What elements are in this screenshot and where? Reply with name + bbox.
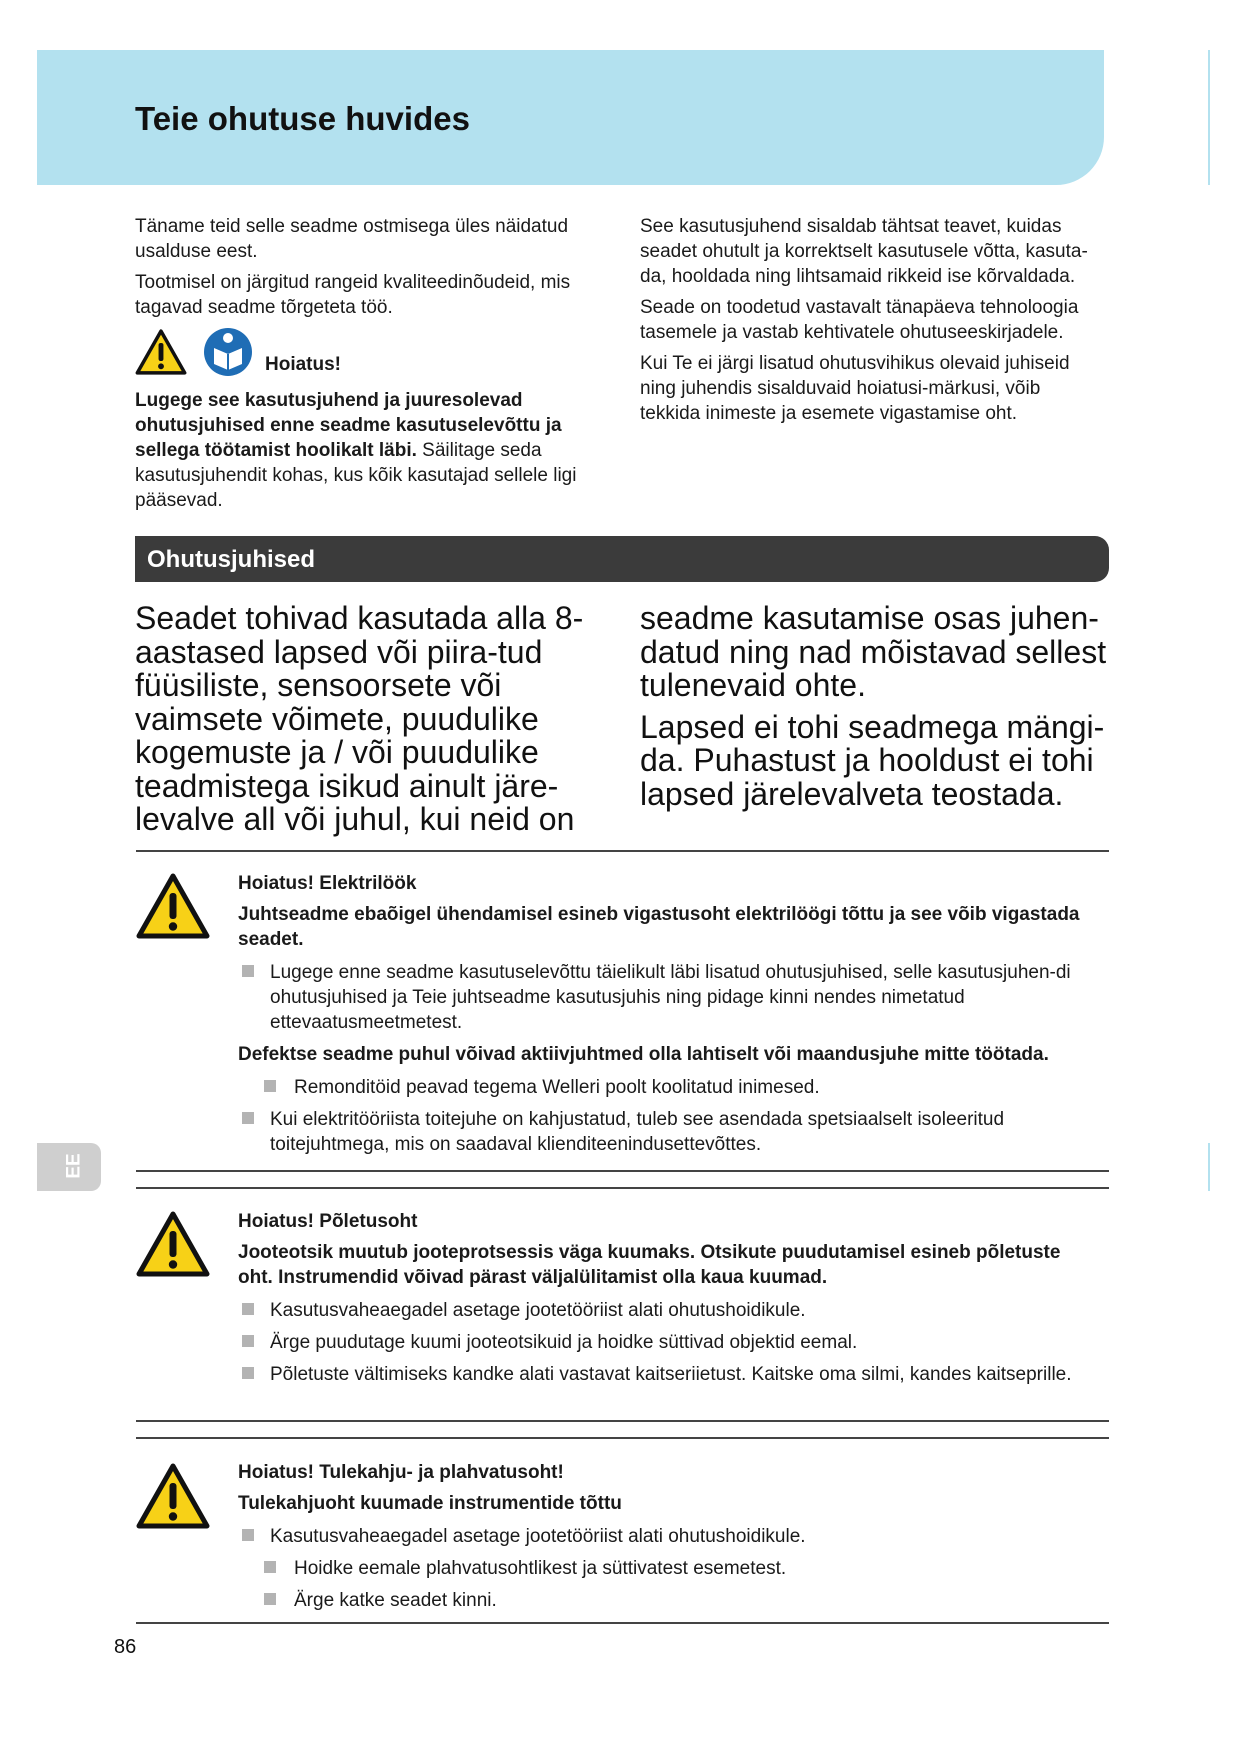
intro-paragraph: See kasutusjuhend sisaldab tähtsat teavet, kuidas seadet ohutult ja korrektselt kasutusele võtta, kasuta-da, hooldada ning lihtsamaid rikkeid ise kõrvaldada. (640, 216, 1088, 287)
warning-subtitle: Tulekahjuoht kuumade instrumentide tõttu (238, 1493, 622, 1514)
language-tab (37, 1143, 101, 1191)
warning-electric-block (238, 871, 1098, 1164)
warning-subtitle: Juhtseadme ebaõigel ühendamisel esineb vigastusoht elektrilöögi tõttu ja see võib vigastada seadet. (238, 904, 1080, 950)
warning-burn-block (238, 1209, 1098, 1394)
warning-bullet: Ärge puudutage kuumi jooteotsikuid ja hoidke süttivad objektid eemal. (238, 1330, 1098, 1355)
edge-marker-top (1208, 50, 1210, 185)
intro-paragraph: Täname teid selle seadme ostmisega üles näidatud usalduse eest. (135, 216, 569, 262)
warning-bullet: Kui elektritööriista toitejuhe on kahjustatud, tuleb see asendada spetsiaalselt isoleeritud toitejuhtmega, mis on saadaval klienditeenindusettevõttes. (238, 1107, 1098, 1157)
warning-title: Hoiatus! Elektrilöök (238, 873, 417, 894)
divider (136, 1170, 1109, 1172)
page-title: Teie ohutuse huvides (135, 100, 470, 137)
warning-bullet: Remonditöid peavad tegema Welleri poolt koolitatud inimesed. (238, 1075, 1098, 1100)
warning-triangle-icon (135, 329, 187, 375)
intro-right-column (640, 214, 1102, 432)
warning-bullet: Hoidke eemale plahvatusohtlikest ja süttivatest esemetest. (238, 1556, 1098, 1581)
language-code: EE (63, 1153, 85, 1179)
intro-left-column (135, 214, 613, 519)
warning-fire-block (238, 1460, 1098, 1620)
divider (136, 1437, 1109, 1439)
intro-warning-bold: Lugege see kasutusjuhend ja juuresolevad ohutusjuhised enne seadme kasutuselevõttu ja sellega töötamist hoolikalt läbi. (135, 390, 562, 461)
intro-warning-row (135, 326, 613, 378)
section-header-bar (135, 536, 1109, 582)
big-text-left (135, 602, 607, 845)
divider (136, 1420, 1109, 1422)
warning-bullet: Kasutusvaheaegadel asetage jootetööriist alati ohutushoidikule. (238, 1524, 1098, 1549)
warning-label: Hoiatus! (265, 353, 341, 375)
divider (136, 1622, 1109, 1624)
intro-warning-normal: Säilitage seda kasutusjuhendit kohas, kus kõik kasutajad sellele ligi pääsevad. (135, 440, 577, 511)
big-paragraph: Seadet tohivad kasutada alla 8-aastased lapsed või piira-tud füüsiliste, sensoorsete või vaimsete võimete, puudulike kogemuste ja / või puudulike teadmistega isikud ainult järe-levalve all või juhul, kui neid on (135, 600, 584, 837)
intro-paragraph: Kui Te ei järgi lisatud ohutusvihikus olevaid juhiseid ning juhendis sisalduvaid hoiatusi-märkusi, võib tekkida inimeste ja esemete vigastamise oht. (640, 353, 1070, 424)
warning-bullet: Lugege enne seadme kasutuselevõttu täielikult läbi lisatud ohutusjuhised, selle kasutusjuhen-di ohutusjuhised ja Teie juhtseadme kasutusjuhis ning pidage kinni nendes nimetatud ettevaatusmeetmetest. (238, 960, 1098, 1035)
warning-subtitle: Defektse seadme puhul võivad aktiivjuhtmed olla lahtiselt või maandusjuhe mitte töötada. (238, 1044, 1049, 1065)
warning-subtitle: Jooteotsik muutub jooteprotsessis väga kuumaks. Otsikute puudutamisel esineb põletuste oht. Instrumendid võivad pärast väljalülitamist olla kaua kuumad. (238, 1242, 1061, 1288)
warning-title: Hoiatus! Tulekahju- ja plahvatusoht! (238, 1462, 564, 1483)
page-number: 86 (114, 1636, 137, 1658)
warning-bullet: Kasutusvaheaegadel asetage jootetööriist alati ohutushoidikule. (238, 1298, 1098, 1323)
intro-paragraph: Tootmisel on järgitud rangeid kvaliteedinõudeid, mis tagavad seadme tõrgeteta töö. (135, 272, 571, 318)
warning-title: Hoiatus! Põletusoht (238, 1211, 418, 1232)
divider (136, 850, 1109, 852)
big-paragraph: Lapsed ei tohi seadmega mängi-da. Puhastust ja hooldust ei tohi lapsed järelevalveta teostada. (640, 708, 1105, 812)
edge-marker-mid (1208, 1143, 1210, 1191)
section-title: Ohutusjuhised (147, 546, 315, 573)
divider (136, 1187, 1109, 1189)
big-text-right (640, 602, 1110, 819)
read-manual-icon (203, 327, 253, 377)
warning-triangle-icon (136, 1210, 210, 1278)
warning-triangle-icon (136, 1462, 210, 1530)
intro-warning-text (135, 388, 613, 513)
warning-bullet: Põletuste vältimiseks kandke alati vastavat kaitseriietust. Kaitske oma silmi, kandes kaitseprille. (238, 1362, 1098, 1387)
big-paragraph: seadme kasutamise osas juhen-datud ning nad mõistavad sellest tulenevaid ohte. (640, 600, 1107, 703)
intro-paragraph: Seade on toodetud vastavalt tänapäeva tehnoloogia tasemele ja vastab kehtivatele ohutuseeskirjadele. (640, 297, 1079, 343)
warning-triangle-icon (136, 872, 210, 940)
warning-bullet: Ärge katke seadet kinni. (238, 1588, 1098, 1613)
